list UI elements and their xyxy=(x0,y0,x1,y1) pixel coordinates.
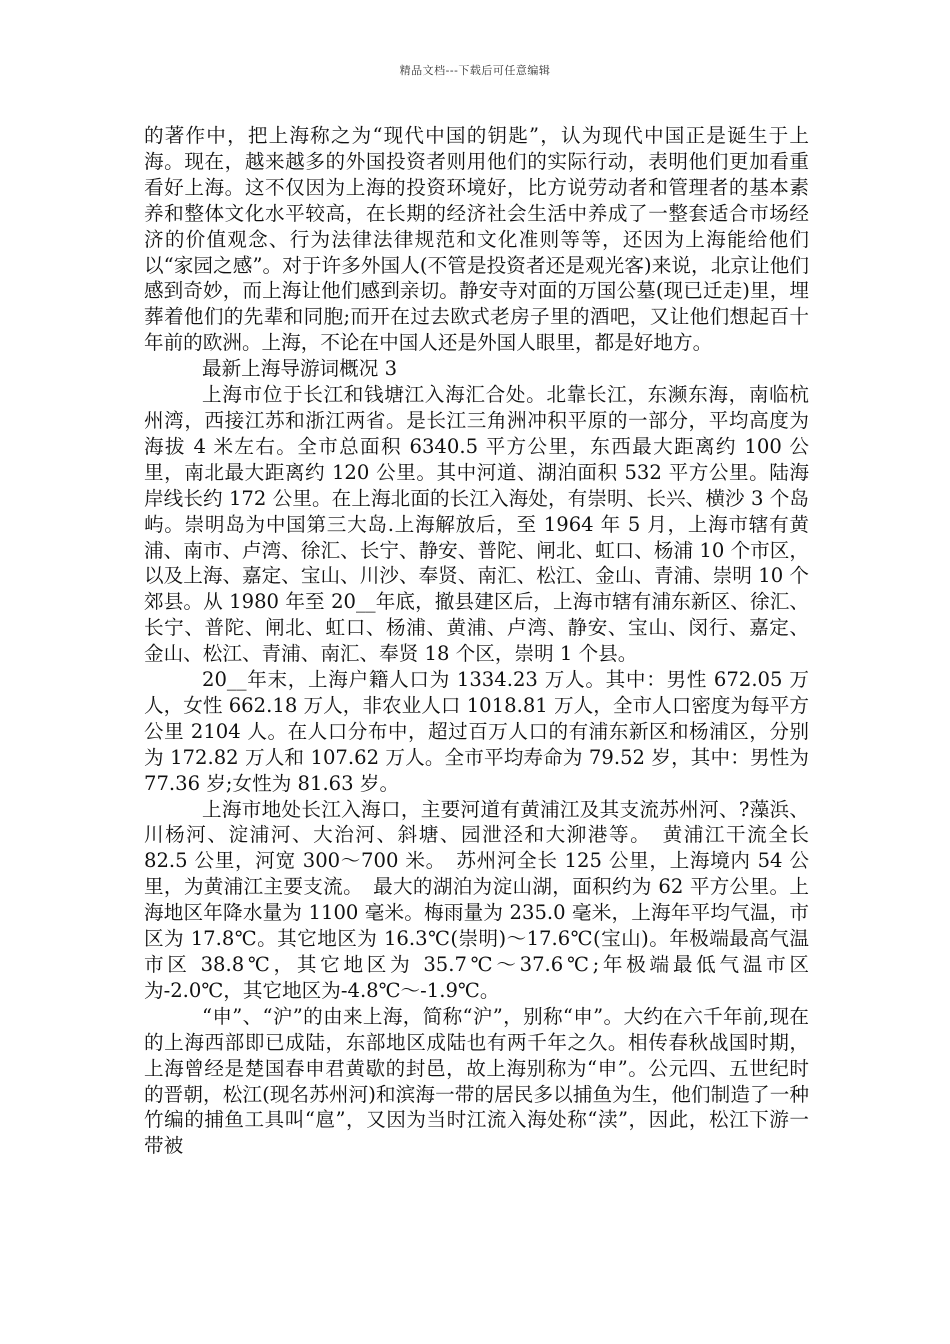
section-heading: 最新上海导游词概况 3 xyxy=(202,357,398,381)
paragraph-rivers-climate: 上海市地处长江入海口，主要河道有黄浦江及其支流苏州河、?藻浜、川杨河、淀浦河、大治河、斜塘、园泄泾和大泖港等。 黄浦江干流全长 82.5 公里，河宽 300～700 米。 苏州河全长 125 公里，上海境内 54 公里，为黄浦江主要支流。 最大的湖泊为淀山湖，面积约为 62 平方公里。上海地区年降水量为 1100 毫米。梅雨量为 235.0 毫米，上海年平均气温，市区为 17.8℃。其它地区为 16.3℃(崇明)～17.6℃(宝山)。年极端最高气温市区 38.8℃，其它地区为 35.7℃～37.6℃;年极端最低气温市区为-2.0℃，其它地区为-4.8℃～-1.9℃。 xyxy=(144,797,809,1002)
page-header: 精品文档---下载后可任意编辑 xyxy=(399,64,551,77)
document-body xyxy=(144,123,809,1159)
paragraph-geography: 上海市位于长江和钱塘江入海汇合处。北靠长江，东濒东海，南临杭州湾，西接江苏和浙江两省。是长江三角洲冲积平原的一部分，平均高度为海拔 4 米左右。全市总面积 6340.5 平方公里，东西最大距离约 100 公里，南北最大距离约 120 公里。其中河道、湖泊面积 532 平方公里。陆海岸线长约 172 公里。在上海北面的长江入海处，有崇明、长兴、横沙 3 个岛屿。崇明岛为中国第三大岛.上海解放后，至 1964 年 5 月，上海市辖有黄浦、南市、卢湾、徐汇、长宁、静安、普陀、闸北、虹口、杨浦 10 个市区，以及上海、嘉定、宝山、川沙、奉贤、南汇、松江、金山、青浦、崇明 10 个郊县。从 1980 年至 20__年底，撤县建区后，上海市辖有浦东新区、徐汇、长宁、普陀、闸北、虹口、杨浦、黄浦、卢湾、静安、宝山、闵行、嘉定、金山、松江、青浦、南汇、奉贤 18 个区，崇明 1 个县。 xyxy=(144,383,809,666)
paragraph-population: 20__年末，上海户籍人口为 1334.23 万人。其中：男性 672.05 万人，女性 662.18 万人，非农业人口 1018.81 万人，全市人口密度为每平方公里 2104 人。在人口分布中，超过百万人口的有浦东新区和杨浦区，分别为 172.82 万人和 107.62 万人。全市平均寿命为 79.52 岁，其中：男性为 77.36 岁;女性为 81.63 岁。 xyxy=(144,668,809,795)
paragraph-continuation: 的著作中，把上海称之为“现代中国的钥匙”，认为现代中国正是诞生于上海。现在，越来越多的外国投资者则用他们的实际行动，表明他们更加看重看好上海。这不仅因为上海的投资环境好，比方说劳动者和管理者的基本素养和整体文化水平较高，在长期的经济社会生活中养成了一整套适合市场经济的价值观念、行为法律法律规范和文化准则等等，还因为上海能给他们以“家园之感”。对于许多外国人(不管是投资者还是观光客)来说，北京让他们感到奇妙，而上海让他们感到亲切。静安寺对面的万国公墓(现已迁走)里，埋葬着他们的先辈和同胞;而开在过去欧式老房子里的酒吧，又让他们想起百十年前的欧洲。上海，不论在中国人还是外国人眼里，都是好地方。 xyxy=(144,124,809,355)
paragraph-name-origin: “申”、“沪”的由来上海，简称“沪”，别称“申”。大约在六千年前,现在的上海西部即已成陆，东部地区成陆也有两千年之久。相传春秋战国时期，上海曾经是楚国春申君黄歇的封邑，故上海别称为“申”。公元四、五世纪时的晋朝，松江(现名苏州河)和滨海一带的居民多以捕鱼为生，他们制造了一种竹编的捕鱼工具叫“扈”，又因为当时江流入海处称“渎”，因此，松江下游一带被 xyxy=(144,1004,809,1158)
